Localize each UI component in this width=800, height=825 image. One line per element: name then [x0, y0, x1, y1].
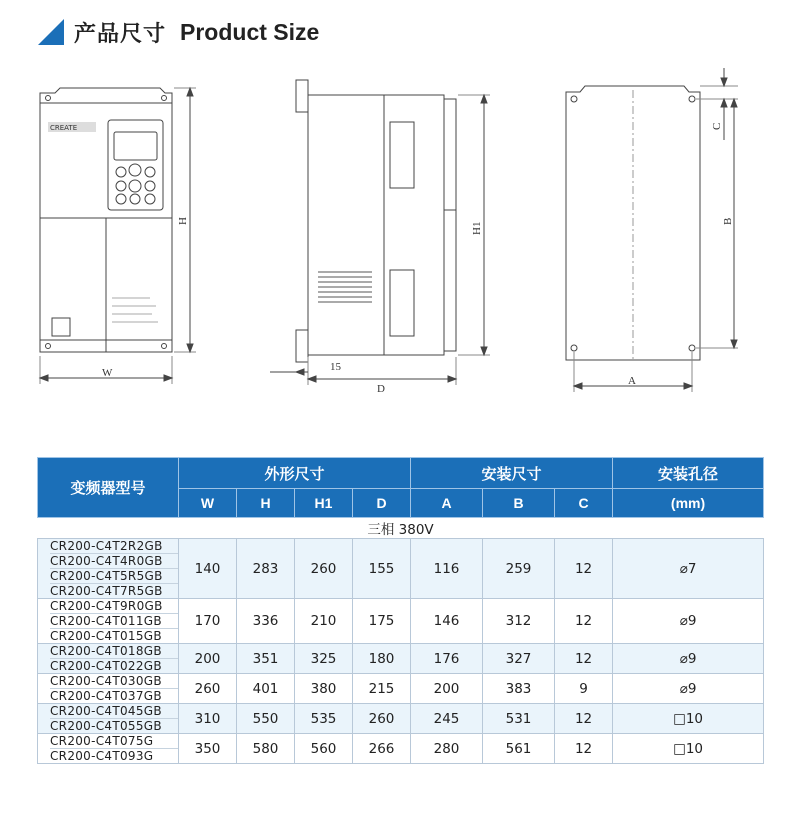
dim-label-h: H — [177, 217, 189, 225]
cell-w: 310 — [179, 704, 237, 734]
model-name: CR200-C4T015GB — [50, 629, 162, 643]
model-name: CR200-C4T018GB — [50, 644, 178, 659]
cell-h: 351 — [237, 644, 295, 674]
dim-label-w: W — [102, 367, 113, 379]
cell-h1: 210 — [295, 599, 353, 644]
cell-a: 245 — [411, 704, 483, 734]
table-row — [38, 539, 764, 599]
model-name: CR200-C4T037GB — [50, 689, 162, 703]
phase-label: 三相 380V — [38, 518, 764, 539]
phase-row — [38, 518, 764, 539]
header-mm: (mm) — [613, 489, 764, 518]
model-name: CR200-C4T055GB — [50, 719, 162, 733]
cell-d: 266 — [353, 734, 411, 764]
cell-hole: ⌀9 — [613, 674, 764, 704]
cell-d: 155 — [353, 539, 411, 599]
model-name: CR200-C4T7R5GB — [50, 584, 163, 598]
model-name: CR200-C4T9R0GB — [50, 599, 178, 614]
table-row — [38, 734, 764, 764]
cell-w: 350 — [179, 734, 237, 764]
table-row — [38, 674, 764, 704]
cell-a: 146 — [411, 599, 483, 644]
cell-w: 170 — [179, 599, 237, 644]
title-en: Product Size — [180, 18, 320, 45]
section-title — [38, 14, 319, 50]
cell-h1: 535 — [295, 704, 353, 734]
cell-b: 327 — [483, 644, 555, 674]
model-cell — [38, 704, 179, 734]
dim-label-h1: H1 — [471, 221, 483, 235]
dim-label-b: B — [722, 217, 734, 225]
header-h: H — [237, 489, 295, 518]
cell-hole: ⌀7 — [613, 539, 764, 599]
svg-text:CREATE: CREATE — [50, 124, 78, 132]
header-a: A — [411, 489, 483, 518]
cell-b: 259 — [483, 539, 555, 599]
cell-b: 312 — [483, 599, 555, 644]
model-cell — [38, 539, 179, 599]
header-h1: H1 — [295, 489, 353, 518]
cell-d: 180 — [353, 644, 411, 674]
model-cell — [38, 734, 179, 764]
dim-label-15: 15 — [330, 361, 341, 373]
header-mounting-hole: 安装孔径 — [613, 458, 764, 489]
cell-w: 200 — [179, 644, 237, 674]
cell-c: 9 — [555, 674, 613, 704]
model-name: CR200-C4T093G — [50, 749, 154, 763]
cell-h: 336 — [237, 599, 295, 644]
title-triangle-icon — [38, 19, 64, 45]
cell-hole: □10 — [613, 734, 764, 764]
cell-c: 12 — [555, 599, 613, 644]
dimension-drawings — [0, 60, 800, 395]
model-name: CR200-C4T022GB — [50, 659, 162, 673]
cell-w: 140 — [179, 539, 237, 599]
model-name: CR200-C4T011GB — [50, 614, 178, 629]
cell-hole: □10 — [613, 704, 764, 734]
cell-hole: ⌀9 — [613, 644, 764, 674]
cell-d: 215 — [353, 674, 411, 704]
header-w: W — [179, 489, 237, 518]
title-cn: 产品尺寸 — [74, 21, 167, 47]
table-row — [38, 644, 764, 674]
cell-a: 176 — [411, 644, 483, 674]
model-name: CR200-C4T030GB — [50, 674, 178, 689]
cell-c: 12 — [555, 539, 613, 599]
header-d: D — [353, 489, 411, 518]
cell-c: 12 — [555, 644, 613, 674]
table-row — [38, 599, 764, 644]
cell-h1: 560 — [295, 734, 353, 764]
cell-c: 12 — [555, 704, 613, 734]
model-cell — [38, 644, 179, 674]
dim-label-a: A — [628, 375, 636, 387]
cell-a: 200 — [411, 674, 483, 704]
model-name: CR200-C4T5R5GB — [50, 569, 178, 584]
table-row — [38, 704, 764, 734]
front-view-drawing — [40, 88, 196, 384]
header-b: B — [483, 489, 555, 518]
model-name: CR200-C4T075G — [50, 734, 178, 749]
cell-h1: 325 — [295, 644, 353, 674]
cell-a: 280 — [411, 734, 483, 764]
mounting-view-drawing — [566, 68, 738, 392]
spec-table — [37, 457, 764, 764]
cell-h1: 260 — [295, 539, 353, 599]
cell-h: 401 — [237, 674, 295, 704]
cell-h: 580 — [237, 734, 295, 764]
header-outer-dimensions: 外形尺寸 — [179, 458, 411, 489]
cell-h: 550 — [237, 704, 295, 734]
model-name: CR200-C4T4R0GB — [50, 554, 178, 569]
cell-w: 260 — [179, 674, 237, 704]
cell-b: 383 — [483, 674, 555, 704]
header-mounting-dimensions: 安装尺寸 — [411, 458, 613, 489]
cell-c: 12 — [555, 734, 613, 764]
header-model: 变频器型号 — [38, 458, 179, 518]
cell-d: 175 — [353, 599, 411, 644]
model-name: CR200-C4T2R2GB — [50, 539, 178, 554]
cell-d: 260 — [353, 704, 411, 734]
cell-a: 116 — [411, 539, 483, 599]
header-c: C — [555, 489, 613, 518]
model-cell — [38, 674, 179, 704]
cell-b: 531 — [483, 704, 555, 734]
model-cell — [38, 599, 179, 644]
cell-hole: ⌀9 — [613, 599, 764, 644]
cell-b: 561 — [483, 734, 555, 764]
cell-h1: 380 — [295, 674, 353, 704]
dim-label-d: D — [377, 383, 385, 395]
side-view-drawing — [270, 80, 490, 385]
cell-h: 283 — [237, 539, 295, 599]
model-name: CR200-C4T045GB — [50, 704, 178, 719]
dim-label-c: C — [711, 122, 723, 130]
